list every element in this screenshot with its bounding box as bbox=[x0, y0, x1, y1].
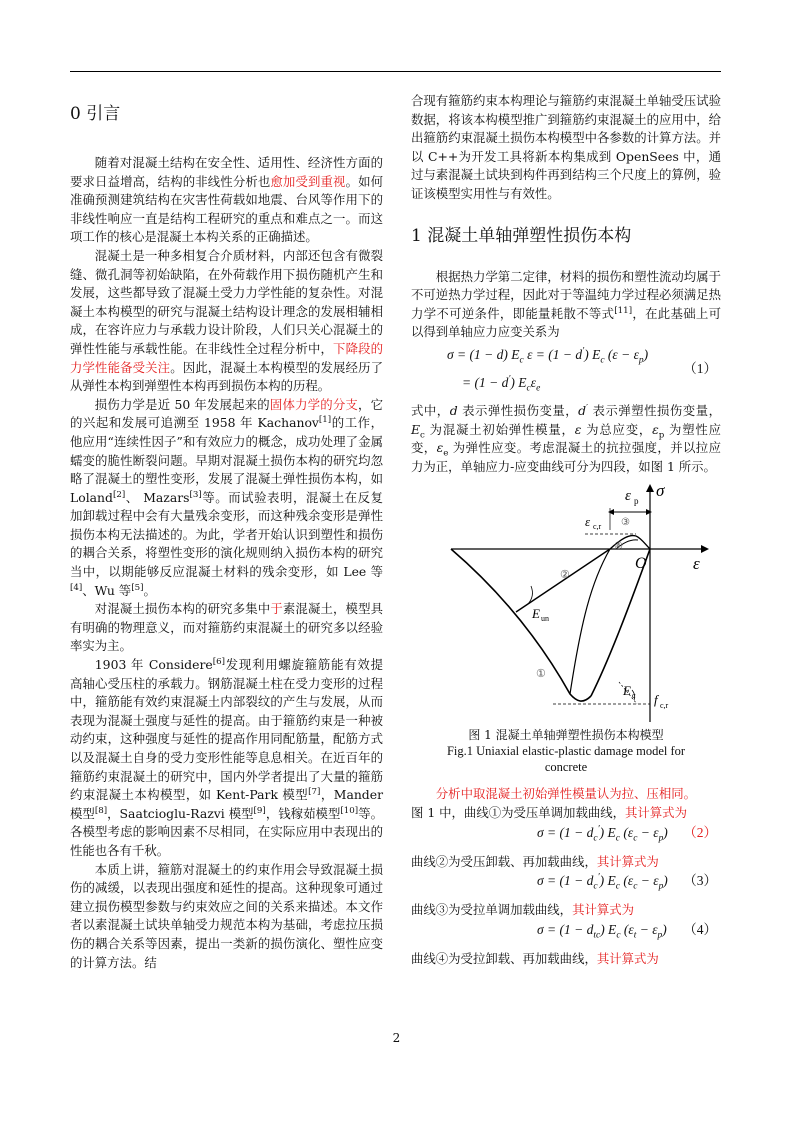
equation-4: $\sigma = (1 - d_{tc})$ $E_c$ $(\varepsilon_t - \varepsilon_p)$ （4） bbox=[537, 921, 717, 941]
paragraph-8: 根据热力学第二定律，材料的损伤和塑性流动均属于不可逆热力学过程，因此对于等温纯力学过程必须满足热力学不可逆条件，即能量耗散不等式[11]，在此基础上可以得到单轴应力应变关系为 bbox=[411, 268, 722, 340]
paragraph-12: 曲线③为受拉单调加载曲线，其计算式为 bbox=[411, 902, 635, 918]
curve-2-reload bbox=[570, 549, 610, 694]
paragraph-3: 损伤力学是近 50 年发展起来的固体力学的分支，它的兴起和发展可追溯至 1958 年 Kachanov[1]的工作，他应用“连续性因子”和有效应力的概念，成功处理了金属蠕变的脆性断裂问题。早期对混凝土损伤本构的研究均忽略了混凝土的塑性变形，发展了混凝土弹性损伤本构，如 Loland[2]、 Mazars[3]等。而试验表明，混凝土在反复加卸载过程中会有大量残余变形，而这种残余变形是弹性损伤本构无法描述的。为此，学者开始认识到塑性和损伤的耦合关系，将塑性变形的演化规则纳入损伤本构的研究当中，以期能够反应混凝土材料的残余变形，如 Lee 等[4]、Wu 等[5]。 bbox=[70, 396, 384, 598]
paragraph-9: 式中，d 表示弹性损伤变量，d′ 表示弹塑性损伤变量，$E_c$ 为混凝土初始弹性模量，ε 为总应变，$\varepsilon_p$ 为塑性应变，$\varepsilon_e$ 为弹性应变。考虑混凝土的抗拉强度，并以拉应力为正，单轴应力-应变曲线可分为四段，如图 1 所示。 bbox=[411, 402, 721, 474]
label-sigma: σ bbox=[656, 482, 665, 501]
svg-text:un: un bbox=[541, 614, 549, 624]
equation-1: σ = (1 − d) $E_c$ ε = (1 − d′) $E_c$ $(\varepsilon - \varepsilon_p)$ = (1 − d′) $E_c\varepsilon_e$ （1） bbox=[447, 346, 717, 394]
label-curve-4: ④ bbox=[614, 541, 623, 553]
curve-1 bbox=[451, 549, 591, 701]
paragraph-6: 本质上讲，箍筋对混凝土的约束作用会导致混凝土损伤的减缓，以表现出强度和延性的提高。这种现象可通过建立损伤模型参数与约束效应之间的关系来描述。本文作者以素混凝土试块单轴受力规范本构为基础，考虑拉压损伤的耦合关系等因素，提出一类新的损伤演化、塑性应变的计算方法。结 bbox=[70, 861, 383, 970]
paragraph-1: 随着对混凝土结构在安全性、适用性、经济性方面的要求日益增高，结构的非线性分析也愈加受到重视。如何准确预测建筑结构在灾害性荷载如地震、台风等作用下的非线性响应一直是结构工程研究的重点和难点之一。而这项工作的核心是混凝土本构关系的正确描述。 bbox=[70, 155, 384, 245]
label-ec: E bbox=[623, 683, 631, 699]
svg-text:c: c bbox=[632, 691, 636, 701]
equation-2-number: （2） bbox=[683, 824, 717, 840]
equation-3-number: （3） bbox=[683, 873, 717, 889]
svg-text:p: p bbox=[634, 496, 639, 507]
section-1-title: 1 混凝土单轴弹塑性损伤本构 bbox=[411, 225, 632, 246]
label-curve-3: ③ bbox=[621, 517, 630, 529]
figure-1 bbox=[411, 482, 721, 727]
svg-text:c,r: c,r bbox=[660, 701, 669, 711]
equation-3: $\sigma = (1 - d_c')$ $E_c$ $(\varepsilon_c - \varepsilon_p)$ （3） bbox=[537, 872, 717, 892]
paragraph-7: 合现有箍筋约束本构理论与箍筋约束混凝土单轴受压试验数据，将该本构模型推广到箍筋约束混凝土的应用中，给出箍筋约束混凝土损伤本构模型中各参数的计算方法。并以 C++为开发工具将新本构集成到 OpenSees 中，通过与素混凝土试块到构件再到结构三个尺度上的算例，验证该模型实用性与有效性。 bbox=[411, 93, 721, 201]
label-eps-p: ε bbox=[625, 488, 631, 505]
equation-2: $\sigma = (1 - d_c')$ $E_c$ $(\varepsilon_c - \varepsilon_p)$ （2） bbox=[537, 824, 717, 844]
header-rule bbox=[70, 71, 721, 72]
label-eps-cr: ε bbox=[585, 514, 591, 530]
label-eun: E bbox=[532, 606, 540, 622]
paragraph-5: 1903 年 Considere[6]发现利用螺旋箍筋能有效提高轴心受压柱的承载力。钢筋混凝土柱在受力变形的过程中，箍筋能有效约束混凝土内部裂纹的产生与发展，从而表现为混凝土强度与延性的提高。由于箍筋约束是一种被动约束，这种强度与延性的提高作用同配筋量，配筋方式以及混凝土自身的受力变形性能等息息相关。在近百年的箍筋约束混凝土的研究中，国内外学者提出了大量的箍筋约束混凝土本构模型，如 Kent-Park 模型[7]，Mander 模型[8]，Saatcioglu-Razvi 模型[9]，钱稼茹模型[10]等。各模型考虑的影响因素不尽相同，在实际应用中表现出的性能也各有千秋。 bbox=[70, 656, 383, 858]
label-eps: ε bbox=[693, 554, 700, 574]
paragraph-10: 分析中取混凝土初始弹性模量认为拉、压相同。 bbox=[435, 786, 696, 802]
label-curve-2: ② bbox=[560, 568, 570, 582]
svg-text:c,r: c,r bbox=[593, 522, 602, 532]
figure-1-diagram bbox=[431, 482, 711, 727]
label-origin: O bbox=[635, 555, 647, 573]
label-curve-1: ① bbox=[536, 667, 546, 681]
figure-1-caption-cn: 图 1 混凝土单轴弹塑性损伤本构模型 bbox=[468, 728, 664, 743]
paragraph-10b: 图 1 中，曲线①为受压单调加载曲线，其计算式为 bbox=[411, 804, 687, 820]
equation-1-number: （1） bbox=[683, 360, 717, 376]
paragraph-13: 曲线④为受拉卸载、再加载曲线，其计算式为 bbox=[411, 950, 659, 966]
paragraph-2: 混凝土是一种多相复合介质材料，内部还包含有微裂缝、微孔洞等初始缺陷，在外荷载作用下损伤随机产生和发展，这些都导致了混凝土受力力学性能的复杂性。对混凝土本构模型的研究与混凝土结构设计理念的发展相辅相成，在容许应力与承载力设计阶段，人们只关心混凝土的弹性性能与承载性能。在非线性全过程分析中，下降段的力学性能备受关注。因此，混凝土本构模型的发展经历了从弹性本构到弹塑性本构再到损伤本构的历程。 bbox=[70, 247, 384, 394]
right-column bbox=[411, 92, 721, 968]
y-axis-arrow bbox=[646, 484, 654, 492]
left-column bbox=[70, 92, 383, 972]
paragraph-11: 曲线②为受压卸载、再加载曲线，其计算式为 bbox=[411, 853, 659, 869]
figure-1-caption-en-line2: concrete bbox=[544, 760, 588, 775]
figure-1-caption-en-line1: Fig.1 Uniaxial elastic-plastic damage model for bbox=[446, 744, 686, 759]
equation-4-number: （4） bbox=[683, 921, 717, 937]
paragraph-4: 对混凝土损伤本构的研究多集中于素混凝土，模型具有明确的物理意义，而对箍筋约束混凝土的研究多以经验率实为主。 bbox=[70, 601, 384, 654]
x-axis-arrow bbox=[701, 545, 709, 553]
page-number: 2 bbox=[392, 1031, 401, 1045]
section-0-title: 0 引言 bbox=[70, 104, 121, 124]
label-fcr: f bbox=[654, 692, 658, 708]
